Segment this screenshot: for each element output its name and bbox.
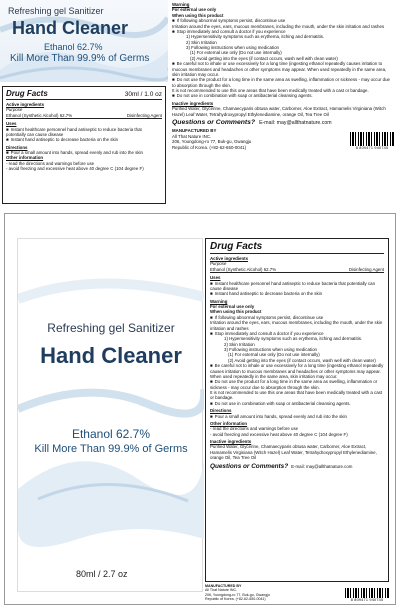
manufacturer-name: All That Nature INC. [205,588,238,593]
active-ingredients-heading: Active ingredients [6,102,45,107]
uses-item-2: ■ Instant hand antiseptic to decrease bacteria on the skin [210,291,384,296]
manufacturer-country: Republic of Korea. (+82-62-650-0041) [205,597,266,602]
uses-item-1: ■ Instant healthcare personnel hand antiseptic to reduce bacteria that potentially can cause disease [6,127,162,138]
warning-item-2c1: (1) For external use only (Do not use internally) [228,352,320,358]
when-using: When using this product [172,12,224,18]
warning-item-2c: 3) Following instructions when using medication [224,347,317,352]
manufacturer-address: 206, Youngdong-ro 77, Buk-gu, Gwangju [205,592,270,597]
volume-text: 80ml / 2.7 oz [76,569,128,579]
manufacturer-name: All That Nature INC. [172,133,212,139]
product-subtitle: Refreshing gel Sanitizer [47,321,175,335]
active-ingredients-heading: Active ingredients [210,256,249,261]
warning-panel-small [170,2,396,204]
warning-item-5: ■ Do not use in combination with soap or antibacterial cleansing agents. [172,93,394,98]
front-panel-small [0,0,168,82]
active-ingredient: Ethanol (Synthetic Alcohol) 62.7% [210,266,277,272]
warning-item-4: ■ Do not use the product for a long time in the same area as swelling, inflammation or sickness - may occur due to absorption through the skin. [172,77,394,88]
large-label-panel [4,213,396,605]
warning-item-5: ■ Do not use in combination with soap or antibacterial cleansing agents. [210,401,384,406]
uses-heading: Uses [210,275,221,281]
warning-item-2a: 1) Hypersensitivity symptoms such as erythema, itching and dermatitis. [186,34,325,40]
warning-item-3: ■ Be careful not to inhale or use excessively for a long time (ingesting ethanol repeatedly causes irritation to mucous membranes and headaches or other symptoms may appear. When used repeatedly in the same area, skin irritation may occur. [210,363,384,379]
other-info-heading: Other information [6,155,44,161]
warning-item-2: ■ Stop immediately and consult a doctor if you experience [172,29,394,34]
drug-facts-title: Drug Facts [210,241,384,254]
product-subtitle: Refreshing gel Sanitizer [8,6,104,16]
directions-heading: Directions [6,144,28,150]
warning-item-2b: 2) Skin Irritation [186,39,217,45]
warning-item-1: ■ If following abnormal symptoms persist, discontinue use [210,315,384,320]
wave-decoration-icon [18,239,204,593]
barcode-bars-icon [350,132,394,146]
manufacturer-heading: MANUFACTURED BY [205,584,242,588]
germ-claim: Kill More Than 99.9% of Germs [10,53,150,64]
purpose-value: Disinfecting Agent [126,112,162,118]
uses-heading: Uses [6,121,17,127]
barcode-number: 8 809471 940745 [355,145,389,150]
warning-item-2c2: (2) Avoid getting into the eyes (if contact occurs, wash well with clean water) [228,357,376,363]
germ-claim: Kill More Than 99.9% of Germs [34,443,188,455]
warning-item-4b: It is not recommended to use this one areas that have been medically treated with a cast or bandage. [172,88,369,93]
warning-item-4: ■ Do not use the product for a long time in the same area as swelling, inflammation or sickness - may occur due to absorption through the skin. [210,379,384,390]
manufacturer-block [205,584,389,602]
external-use: For external use only [210,304,255,309]
manufacturer-heading: MANUFACTURED BY [172,128,217,134]
inactive-text: Purified Water, Glycerine, Chamaecyparis obtusa water, Carbomer, Aloe Extract, Hamamelis Virginiana (Witch Hazel) Leaf Water, Tetrahydroxypropyl Ethylenediamine, orange Oil, Tea Tree Oil [172,106,386,117]
small-label-panel [0,0,400,208]
product-title: Hand Cleaner [12,18,129,38]
when-using: When using this product [210,309,262,315]
ethanol-claim: Ethanol 62.7% [44,42,103,52]
warning-heading: Warning [172,2,190,7]
inactive-text: Purified Water, Glycerine, Chamaecyparis obtusa water, Carbomer, Aloe Extract, Hamamelis Virginiana (Witch Hazel) Leaf Water, Tetrahydroxypropyl Ethylenediamine, orange Oil, Tea Tree Oil [210,444,377,461]
barcode [350,132,394,150]
purpose-heading: Purpose [210,261,227,267]
warning-item-2c: 3) Following instructions when using medication [186,45,279,50]
warning-item-2b: 2) Skin Irritation [224,341,255,347]
email-text: E-mail: may@allthatnature.com [259,119,332,126]
questions-heading: Questions or Comments? [172,118,256,126]
purpose-value: Disinfecting Agent [348,266,384,272]
warning-item-1: ■ If following abnormal symptoms persist, discontinue use [172,18,394,23]
directions-text: ■ Pour a small amount into hands, spread evenly and rub into the skin [6,150,162,155]
inactive-heading: Inactive ingredients [210,439,252,444]
warning-item-1b: Irritation around the eyes, ears, mucous membranes, including the mouth, under the skin irritation and rashes [172,23,385,29]
drug-facts-box-small [2,86,166,204]
warning-item-4b: It is not recommended to use this one areas that have been medically treated with a cast or bandage. [210,390,383,401]
warning-heading: Warning [210,298,228,304]
manufacturer-address: 206, Youngdong-ro 77, Buk-gu, Gwangju [172,139,252,145]
drug-facts-box-large [205,238,389,582]
external-use: For external use only [172,7,217,13]
warning-item-3: ■ Be careful not to inhale or use excessively for a long time (ingesting ethanol repeatedly causes irritation to mucous membranes and headaches or other symptoms may appear. When used repeatedly in the same area, skin irritation may occur. [172,61,394,77]
barcode-bars-icon [345,588,389,598]
warning-item-2c2: (2) Avoid getting into the eyes (if contact occurs, wash well with clean water) [190,55,338,61]
drug-facts-title: Drug Facts [6,89,48,98]
uses-item-1: ■ Instant healthcare personnel hand antiseptic to reduce bacteria that potentially can cause disease [210,281,384,292]
other-info-2: - avoid freezing and excessive heat above 40 degree C (104 degree F) [210,431,348,437]
questions-heading: Questions or Comments? [210,462,289,470]
inactive-heading: Inactive ingredients [172,100,214,106]
other-info-2: - avoid freezing and excessive heat above 40 degree C (104 degree F) [6,166,144,172]
other-info-1: - read the directions and warnings before use [6,160,95,166]
warning-item-2c1: (1) For external use only (Do not use internally) [190,50,282,56]
front-panel-large [17,238,203,592]
warning-item-2: ■ Stop immediately and consult a doctor if you experience [210,331,384,336]
uses-item-2: ■ Instant hand antiseptic to decrease bacteria on the skin [6,137,162,142]
directions-heading: Directions [210,408,232,414]
volume-text: 30ml / 1.0 oz [124,91,162,98]
ethanol-claim: Ethanol 62.7% [71,427,151,441]
warning-item-2a: 1) Hypersensitivity symptoms such as erythema, itching and dermatitis. [224,336,363,342]
product-title: Hand Cleaner [40,343,182,368]
other-info-heading: Other information [210,420,248,426]
active-ingredient: Ethanol (Synthetic Alcohol) 62.7% [6,112,73,118]
barcode [345,588,389,602]
purpose-heading: Purpose [6,107,23,113]
warning-item-1b: Irritation around the eyes, ears, mucous membranes, including the mouth, under the skin irritation and rashes [210,320,383,331]
other-info-1: - read the directions and warnings before use [210,426,299,432]
directions-text: ■ Pour a small amount into hands, spread evenly and rub into the skin [210,414,384,419]
manufacturer-country: Republic of Korea. (+82-62-650-0041) [172,144,247,150]
barcode-number: 8 809471 940745 [350,597,384,602]
email-text: E-mail: may@allthatnature.com [291,463,353,469]
